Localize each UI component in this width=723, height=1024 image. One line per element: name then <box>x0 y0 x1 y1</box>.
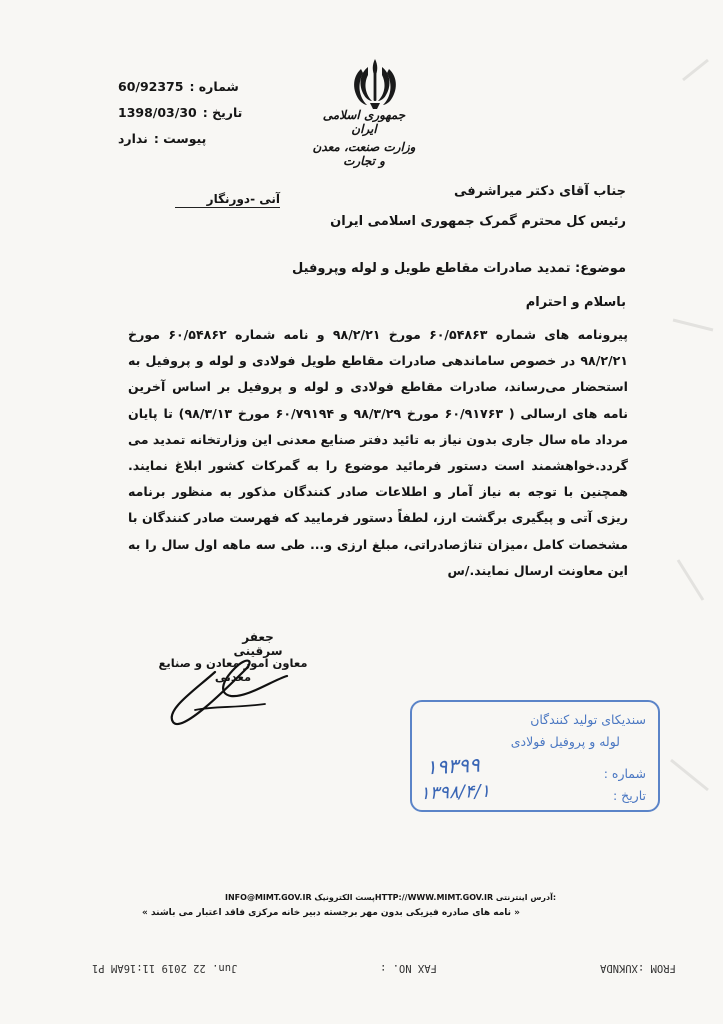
footer-email <box>225 893 375 902</box>
footer-website <box>375 893 556 902</box>
footer-email-value: INFO@MIMT.GOV.IR <box>225 893 312 902</box>
letter-attachment-label: پیوست : <box>153 131 207 146</box>
fax-datetime: Jun. 22 2019 11:16AM P1 <box>92 962 238 974</box>
handwritten-signature <box>155 650 305 740</box>
footer-validity-note: « نامه های صادره فیزیکی بدون مهر برجسته دبیر خانه مرکزی فاقد اعتبار می باشند » <box>142 908 520 918</box>
stamp-number-label: شماره : <box>603 766 646 781</box>
fax-header-strip <box>0 958 723 980</box>
receipt-stamp <box>410 700 660 812</box>
footer-contact <box>225 893 557 902</box>
fax-from: FROM :XUKNDA <box>600 962 676 974</box>
signatory-name: جعفر سرقینی <box>233 630 283 658</box>
fax-number: FAX NO. : <box>380 962 437 974</box>
greeting: باسلام و احترام <box>525 295 626 310</box>
letter-number-value: 60/92375 <box>118 79 184 94</box>
republic-name: جمهوری اسلامی ایران <box>322 108 406 136</box>
letter-attachment-value: ندارد <box>118 131 148 146</box>
signatory-title: معاون امور معادن و صنایع معدنی <box>158 656 308 684</box>
letter-meta <box>118 74 268 152</box>
letter-date-label: تاریخ : <box>202 105 243 120</box>
addressee-title: رئیس کل محترم گمرک جمهوری اسلامی ایران <box>330 214 626 229</box>
letter-number-row <box>118 74 268 100</box>
bleed-through-marks <box>663 0 723 1024</box>
stamp-date-value: ۱۳۹۸/۴/۱ <box>419 780 491 805</box>
letter-number-label: شماره : <box>189 79 239 94</box>
letter-date-value: 1398/03/30 <box>118 105 197 120</box>
letter-attachment-row <box>118 126 268 152</box>
footer-website-label: آدرس اینترنتی: <box>495 893 557 902</box>
subject-line: موضوع: تمدید صادرات مقاطع طویل و لوله وپروفیل <box>291 261 626 276</box>
addressee-name: جناب آقای دکتر میراشرفی <box>453 184 626 199</box>
footer-website-value: HTTP://WWW.MIMT.GOV.IR <box>374 893 494 902</box>
ministry-name: وزارت صنعت، معدن و تجارت <box>312 140 416 168</box>
stamp-org-line2: لوله و پروفیل فولادی <box>510 734 620 749</box>
stamp-number-value: ۱۹۳۹۹ <box>425 752 481 780</box>
stamp-org-line1: سندیکای تولید کنندگان <box>530 712 646 727</box>
letter-body: پیرونامه های شماره ۶۰/۵۴۸۶۳ مورخ ۹۸/۲/۲۱ و نامه شماره ۶۰/۵۴۸۶۲ مورخ ۹۸/۲/۲۱ در خصوص ساماندهی صادرات مقاطع طویل فولادی و لوله و پروفیل به استحضار می‌رساند، صادرات مقاطع فولادی و لوله و پروفیل بر اساس آخرین نامه های ارسالی ( ۶۰/۹۱۷۶۳ مورخ ۹۸/۳/۲۹ و ۶۰/۷۹۱۹۴ مورخ ۹۸/۳/۱۳) تا پایان مرداد ماه سال جاری بدون نیاز به تائید دفتر صنایع معدنی این وزارتخانه تمدید می گردد.خواهشمند است دستور فرمائید موضوع را به گمرکات کشور ابلاغ نمایند. همچنین با توجه به نیاز آمار و اطلاعات صادر کنندگان مذکور به منظور برنامه ریزی آتی و پیگیری برگشت ارز، لطفاً دستور فرمایید که فهرست صادر کنندگان با مشخصات کامل ،میزان تناژصادراتی، مبلغ ارزی و... طی سه ماهه اول سال را به این معاونت ارسال نمایند./س <box>128 327 628 578</box>
iran-emblem-icon <box>348 55 402 111</box>
footer-email-label: پست الکترونیک <box>314 893 375 902</box>
urgency-label: آنی -دورنگار <box>175 192 280 208</box>
stamp-date-label: تاریخ : <box>612 788 646 803</box>
letter-date-row <box>118 100 268 126</box>
